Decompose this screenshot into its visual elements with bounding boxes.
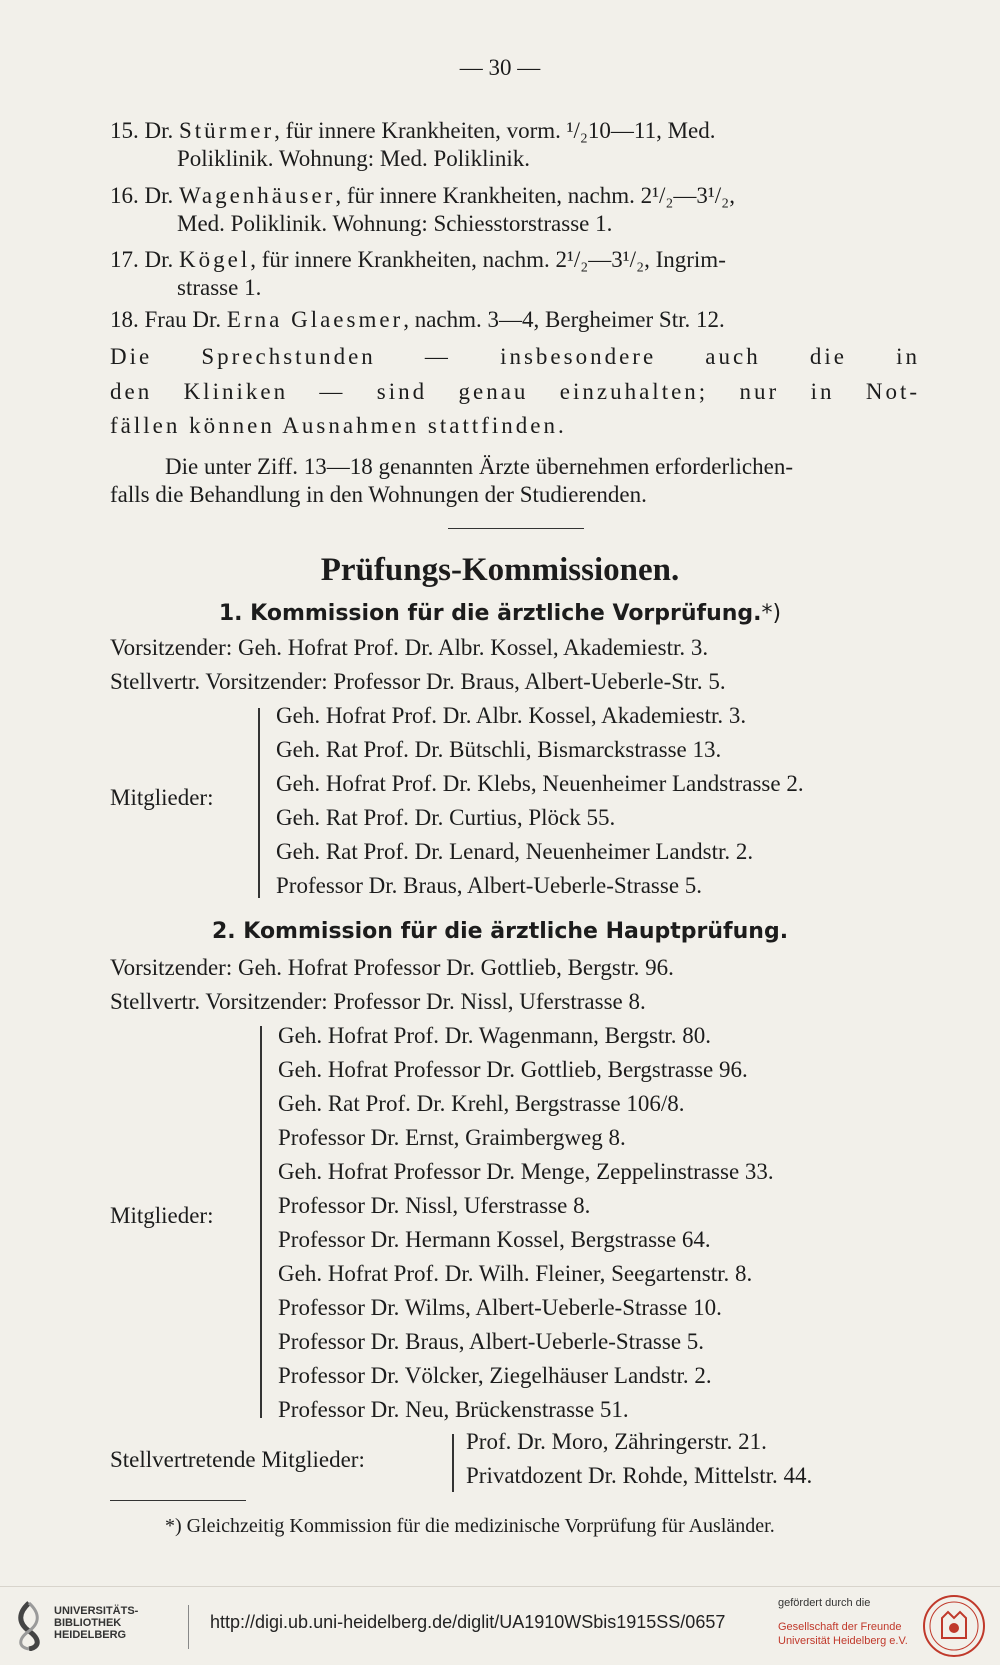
footer-separator (188, 1605, 189, 1649)
commission-2-deputies-label: Stellvertretende Mitglieder: (110, 1447, 365, 1472)
commission-2-deputy-member: Privatdozent Dr. Rohde, Mittelstr. 44. (466, 1463, 813, 1488)
commission-1-member: Geh. Rat Prof. Dr. Curtius, Plöck 55. (276, 805, 616, 830)
university-seal-icon (922, 1594, 986, 1658)
commission-2-chair: Vorsitzender: Geh. Hofrat Professor Dr. Gottlieb, Bergstr. 96. (110, 955, 674, 980)
commission-2-member: Geh. Rat Prof. Dr. Krehl, Bergstrasse 106/8. (278, 1091, 685, 1116)
paragraph-line-1: Die unter Ziff. 13—18 genannten Ärzte übernehmen erforderlichen- (165, 454, 793, 479)
page-number: — 30 — (459, 55, 541, 80)
library-name-line: HEIDELBERG (54, 1629, 127, 1641)
commission-2-member: Geh. Hofrat Professor Dr. Gottlieb, Bergstrasse 96. (278, 1057, 748, 1082)
notice-line-2: den Kliniken — sind genau einzuhalten; nur in Not- (110, 379, 920, 404)
commission-2-members-label: Mitglieder: (110, 1203, 214, 1228)
library-name-line: BIBLIOTHEK (54, 1617, 122, 1629)
commission-2-member: Professor Dr. Wilms, Albert-Ueberle-Strasse 10. (278, 1295, 722, 1320)
commission-2-member: Geh. Hofrat Prof. Dr. Wagenmann, Bergstr. 80. (278, 1023, 711, 1048)
library-logo-icon (12, 1601, 46, 1651)
commission-2-member: Professor Dr. Ernst, Graimbergweg 8. (278, 1125, 626, 1150)
sponsor-name-line: Gesellschaft der Freunde (778, 1621, 902, 1633)
notice-line-3: fällen können Ausnahmen stattfinden. (110, 413, 567, 438)
list-item-16-line1: 16. Dr. Wagenhäuser, für innere Krankheiten, nachm. 2¹/₂—3¹/₂, (110, 183, 735, 208)
commission-2-deputies-brace (452, 1434, 454, 1492)
commission-1-member: Geh. Hofrat Prof. Dr. Albr. Kossel, Akademiestr. 3. (276, 703, 747, 728)
commission-2-member: Professor Dr. Nissl, Uferstrasse 8. (278, 1193, 591, 1218)
commission-2-member: Professor Dr. Braus, Albert-Ueberle-Strasse 5. (278, 1329, 705, 1354)
list-item-18: 18. Frau Dr. Erna Glaesmer, nachm. 3—4, Bergheimer Str. 12. (110, 307, 725, 332)
source-url-link[interactable]: http://digi.ub.uni-heidelberg.de/diglit/UA1910WSbis1915SS/0657 (210, 1612, 726, 1632)
paragraph-line-2: falls die Behandlung in den Wohnungen der Studierenden. (110, 482, 647, 507)
library-name-line: UNIVERSITÄTS- (54, 1605, 139, 1617)
commission-2-deputy-member: Prof. Dr. Moro, Zähringerstr. 21. (466, 1429, 767, 1454)
commission-1-brace (258, 708, 260, 898)
commission-2-member: Professor Dr. Hermann Kossel, Bergstrasse 64. (278, 1227, 711, 1252)
commission-2-deputy: Stellvertr. Vorsitzender: Professor Dr. Nissl, Uferstrasse 8. (110, 989, 646, 1014)
sponsor-name-line: Universität Heidelberg e.V. (778, 1635, 908, 1647)
commission-1-member: Geh. Rat Prof. Dr. Bütschli, Bismarckstrasse 13. (276, 737, 722, 762)
list-item-17-line1: 17. Dr. Kögel, für innere Krankheiten, nachm. 2¹/₂—3¹/₂, Ingrim- (110, 247, 726, 272)
footnote-rule (110, 1500, 246, 1501)
commission-1-member: Geh. Rat Prof. Dr. Lenard, Neuenheimer Landstr. 2. (276, 839, 754, 864)
commission-1-deputy: Stellvertr. Vorsitzender: Professor Dr. Braus, Albert-Ueberle-Str. 5. (110, 669, 726, 694)
section-divider (448, 528, 584, 529)
list-item-17-line2: strasse 1. (177, 275, 262, 300)
list-item-15-line1: 15. Dr. Stürmer, für innere Krankheiten, vorm. ¹/₂10—11, Med. (110, 118, 716, 143)
commission-1-chair: Vorsitzender: Geh. Hofrat Prof. Dr. Albr. Kossel, Akademiestr. 3. (110, 635, 709, 660)
commission-2-member: Geh. Hofrat Prof. Dr. Wilh. Fleiner, Seegartenstr. 8. (278, 1261, 753, 1286)
section-heading: Prüfungs-Kommissionen. (320, 552, 680, 588)
commission-1-member: Professor Dr. Braus, Albert-Ueberle-Strasse 5. (276, 873, 703, 898)
list-item-16-line2: Med. Poliklinik. Wohnung: Schiesstorstrasse 1. (177, 211, 613, 236)
footnote: *) Gleichzeitig Kommission für die medizinische Vorprüfung für Ausländer. (165, 1515, 775, 1537)
list-item-15-line2: Poliklinik. Wohnung: Med. Poliklinik. (177, 146, 530, 171)
commission-1-member: Geh. Hofrat Prof. Dr. Klebs, Neuenheimer Landstrasse 2. (276, 771, 804, 796)
commission-1-title: 1. Kommission für die ärztliche Vorprüfung.*) (218, 601, 782, 626)
commission-2-title: 2. Kommission für die ärztliche Hauptprüfung. (211, 919, 789, 944)
commission-1-members-label: Mitglieder: (110, 785, 214, 810)
commission-2-member: Professor Dr. Neu, Brückenstrasse 51. (278, 1397, 629, 1422)
commission-2-brace (260, 1026, 262, 1418)
commission-2-member: Geh. Hofrat Professor Dr. Menge, Zeppelinstrasse 33. (278, 1159, 774, 1184)
commission-2-member: Professor Dr. Völcker, Ziegelhäuser Landstr. 2. (278, 1363, 712, 1388)
notice-line-1: Die Sprechstunden — insbesondere auch die in (110, 344, 920, 369)
sponsor-label: gefördert durch die (778, 1597, 871, 1609)
